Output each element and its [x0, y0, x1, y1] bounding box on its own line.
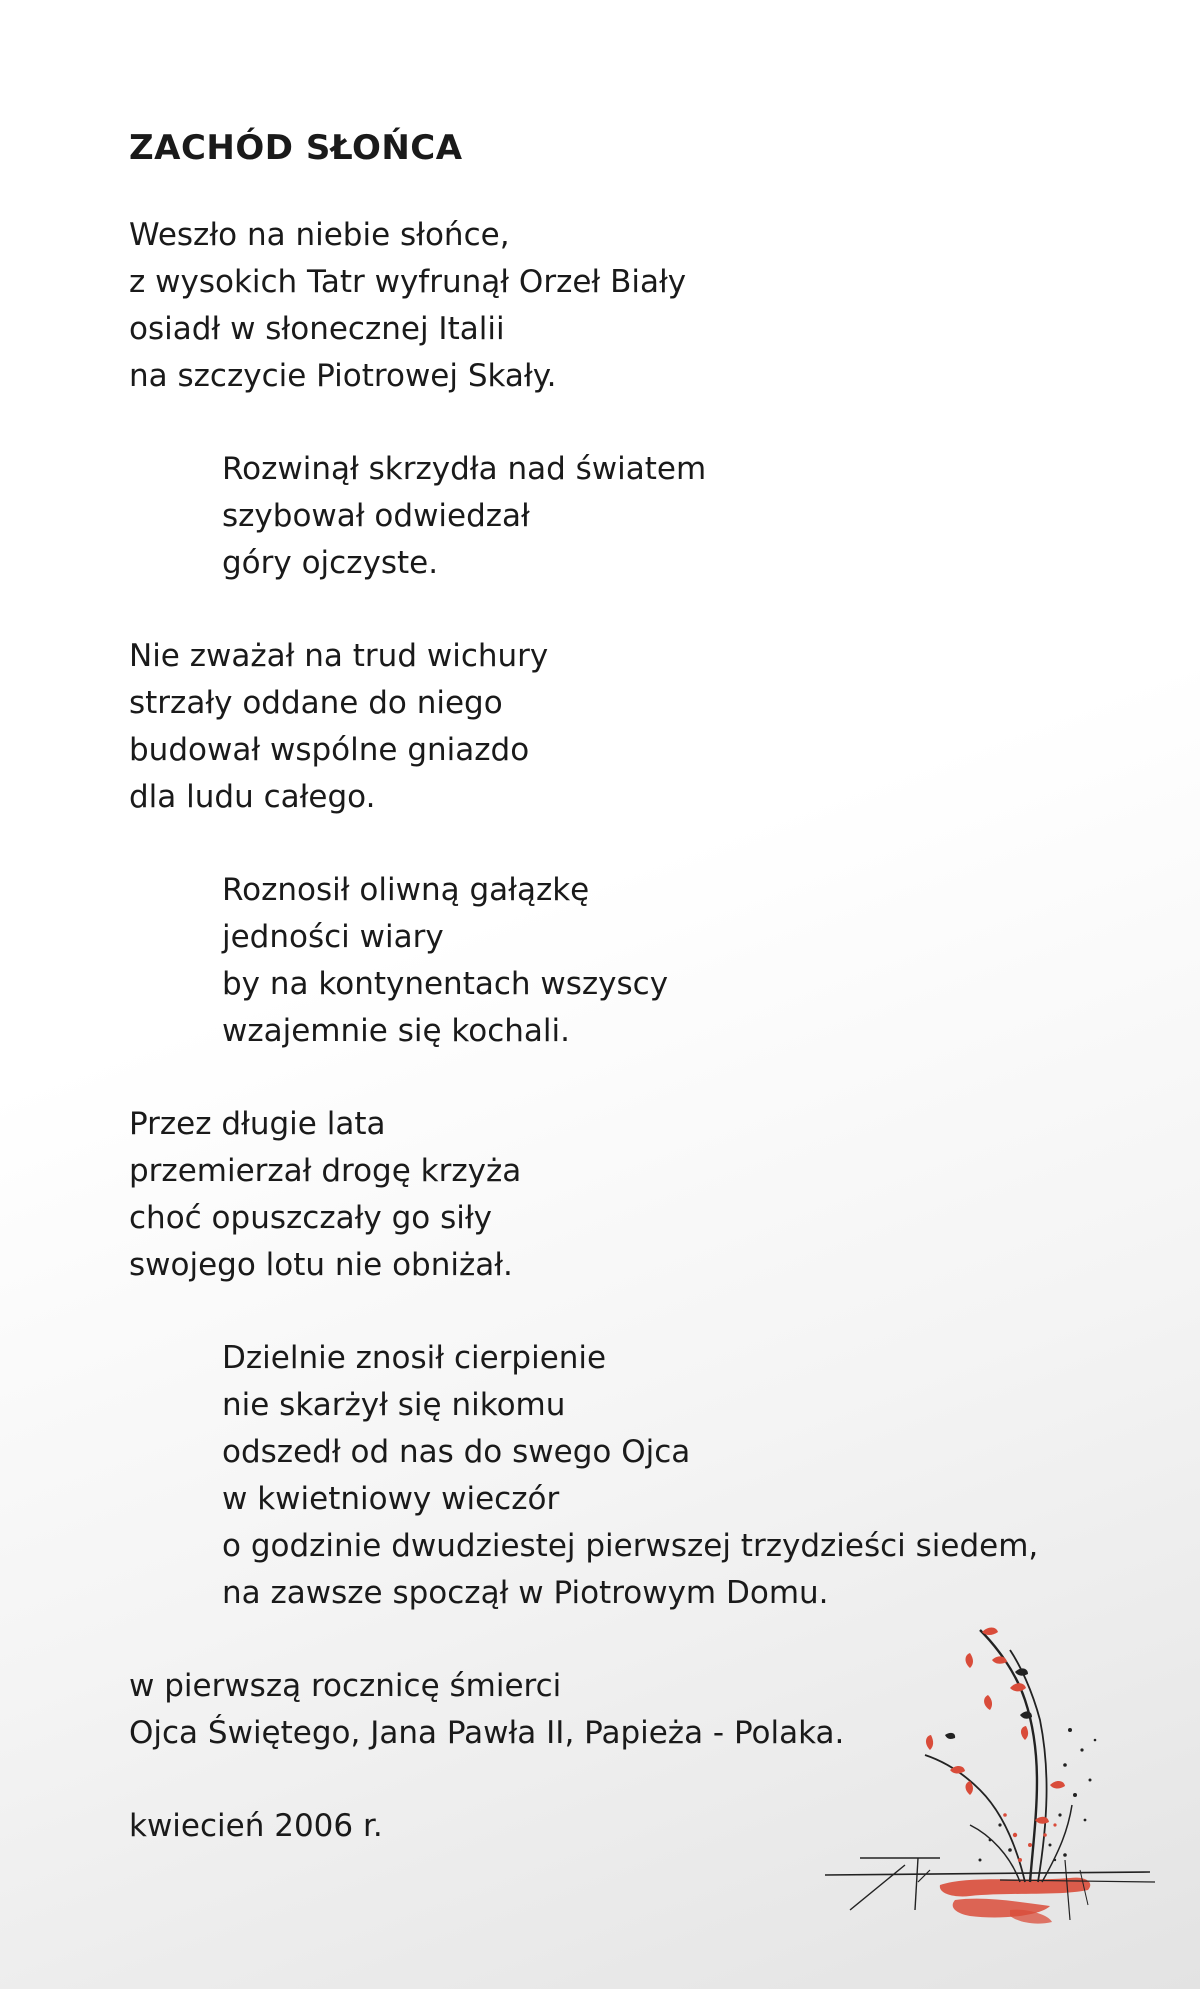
- stanza-1: [129, 212, 1129, 400]
- poem-line: osiadł w słonecznej Italii: [129, 311, 505, 347]
- poem-line: choć opuszczały go siły: [129, 1200, 493, 1236]
- poem-line: budował wspólne gniazdo: [129, 732, 530, 768]
- poem-line: nie skarżył się nikomu: [222, 1387, 566, 1423]
- poem-title: ZACHÓD SŁOŃCA: [129, 128, 463, 168]
- flowering-branch-icon: [820, 1620, 1160, 1950]
- poem-line: na szczycie Piotrowej Skały.: [129, 358, 557, 394]
- poem-line: Przez długie lata: [129, 1106, 386, 1142]
- poem-line: Dzielnie znosił cierpienie: [222, 1340, 607, 1376]
- poem-line: o godzinie dwudziestej pierwszej trzydzieści siedem,: [222, 1528, 1039, 1564]
- poem-line: swojego lotu nie obniżał.: [129, 1247, 513, 1283]
- stanza-4: [129, 867, 1129, 1055]
- poem-line: wzajemnie się kochali.: [222, 1013, 570, 1049]
- poem-line: Roznosił oliwną gałązkę: [222, 872, 590, 908]
- poem-line: z wysokich Tatr wyfrunął Orzeł Biały: [129, 264, 687, 300]
- poem-date: kwiecień 2006 r.: [129, 1808, 383, 1844]
- poem-line: szybował odwiedzał: [222, 498, 530, 534]
- poem-line: odszedł od nas do swego Ojca: [222, 1434, 691, 1470]
- stanza-3: [129, 633, 1129, 821]
- dedication-line: w pierwszą rocznicę śmierci: [129, 1668, 562, 1704]
- poem-line: na zawsze spoczął w Piotrowym Domu.: [222, 1575, 829, 1611]
- stanza-6: [129, 1335, 1129, 1617]
- poem-line: Rozwinął skrzydła nad światem: [222, 451, 707, 487]
- poem-line: jedności wiary: [222, 919, 444, 955]
- poem-line: strzały oddane do niego: [129, 685, 503, 721]
- poem-line: Weszło na niebie słońce,: [129, 217, 510, 253]
- poem-line: dla ludu całego.: [129, 779, 376, 815]
- poem-line: Nie zważał na trud wichury: [129, 638, 549, 674]
- poem-line: przemierzał drogę krzyża: [129, 1153, 522, 1189]
- poem-line: by na kontynentach wszyscy: [222, 966, 669, 1002]
- poem-line: góry ojczyste.: [222, 545, 439, 581]
- dedication-line: Ojca Świętego, Jana Pawła II, Papieża - Polaka.: [129, 1715, 845, 1751]
- poem-page: [129, 120, 1129, 1850]
- stanza-5: [129, 1101, 1129, 1289]
- stanza-2: [129, 446, 1129, 587]
- poem-line: w kwietniowy wieczór: [222, 1481, 560, 1517]
